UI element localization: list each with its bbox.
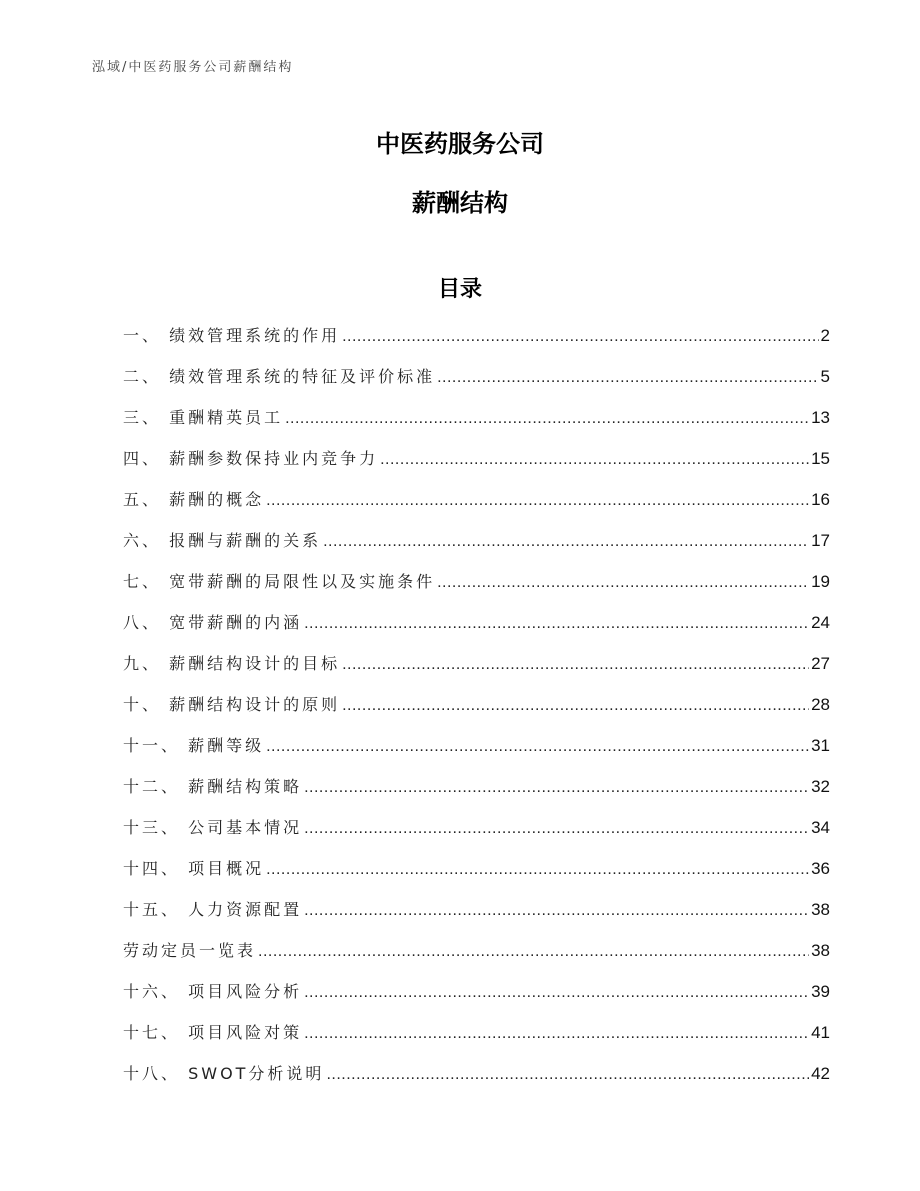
dot-leader bbox=[437, 369, 818, 387]
toc-entry-page: 42 bbox=[811, 1064, 830, 1083]
dot-leader bbox=[304, 615, 809, 633]
toc-entry-label: 十、 薪酬结构设计的原则 bbox=[123, 695, 341, 714]
dot-leader bbox=[304, 1025, 809, 1043]
toc-entry-label: 十三、 公司基本情况 bbox=[123, 818, 303, 837]
toc-entry-page: 31 bbox=[811, 736, 830, 755]
toc-entry[interactable] bbox=[123, 856, 830, 897]
toc-entry[interactable] bbox=[123, 692, 830, 733]
dot-leader bbox=[304, 820, 809, 838]
dot-leader bbox=[285, 410, 809, 428]
toc-entry[interactable] bbox=[123, 938, 830, 979]
toc-entry[interactable] bbox=[123, 979, 830, 1020]
dot-leader bbox=[304, 984, 809, 1002]
toc-entry-page: 28 bbox=[811, 695, 830, 714]
toc-entry[interactable] bbox=[123, 897, 830, 938]
toc-entry-page: 16 bbox=[811, 490, 830, 509]
toc-entry-label: 六、 报酬与薪酬的关系 bbox=[123, 531, 322, 550]
toc-entry-page: 13 bbox=[811, 408, 830, 427]
toc-entry-label: 十七、 项目风险对策 bbox=[123, 1023, 303, 1042]
document-title: 中医药服务公司 bbox=[376, 130, 544, 158]
toc-entry-label: 十四、 项目概况 bbox=[123, 859, 265, 878]
toc-entry-page: 38 bbox=[811, 941, 830, 960]
dot-leader bbox=[323, 533, 809, 551]
dot-leader bbox=[380, 451, 809, 469]
toc-entry-label: 劳动定员一览表 bbox=[123, 941, 257, 960]
toc-entry[interactable] bbox=[123, 569, 830, 610]
toc-entry-page: 24 bbox=[811, 613, 830, 632]
toc-entry-page: 17 bbox=[811, 531, 830, 550]
toc-entry[interactable] bbox=[123, 733, 830, 774]
toc-entry[interactable] bbox=[123, 364, 830, 405]
toc-entry-label: 三、 重酬精英员工 bbox=[123, 408, 284, 427]
toc-entry[interactable] bbox=[123, 815, 830, 856]
toc-entry-page: 36 bbox=[811, 859, 830, 878]
toc-entry-label: 五、 薪酬的概念 bbox=[123, 490, 265, 509]
dot-leader bbox=[266, 861, 809, 879]
toc-entry-page: 38 bbox=[811, 900, 830, 919]
toc-entry-label: 九、 薪酬结构设计的目标 bbox=[123, 654, 341, 673]
toc-entry[interactable] bbox=[123, 610, 830, 651]
dot-leader bbox=[342, 697, 809, 715]
toc-entry-page: 2 bbox=[820, 326, 830, 345]
dot-leader bbox=[437, 574, 809, 592]
toc-entry[interactable] bbox=[123, 528, 830, 569]
dot-leader bbox=[304, 902, 809, 920]
toc-entry-label: 十一、 薪酬等级 bbox=[123, 736, 265, 755]
toc-entry-label: 四、 薪酬参数保持业内竞争力 bbox=[123, 449, 379, 468]
toc-entry-page: 41 bbox=[811, 1023, 830, 1042]
toc-entry-label: 八、 宽带薪酬的内涵 bbox=[123, 613, 303, 632]
toc-entry-page: 19 bbox=[811, 572, 830, 591]
toc-entry[interactable] bbox=[123, 651, 830, 692]
toc-entry-page: 32 bbox=[811, 777, 830, 796]
toc-entry-label: 十二、 薪酬结构策略 bbox=[123, 777, 303, 796]
toc-entry[interactable] bbox=[123, 1020, 830, 1061]
toc-entry-label: 二、 绩效管理系统的特征及评价标准 bbox=[123, 367, 436, 386]
dot-leader bbox=[266, 492, 809, 510]
toc-entry[interactable] bbox=[123, 774, 830, 815]
toc-entry-label: 十六、 项目风险分析 bbox=[123, 982, 303, 1001]
dot-leader bbox=[258, 943, 809, 961]
dot-leader bbox=[342, 328, 818, 346]
toc-entry[interactable] bbox=[123, 487, 830, 528]
toc-entry-label: 十五、 人力资源配置 bbox=[123, 900, 303, 919]
dot-leader bbox=[304, 779, 809, 797]
table-of-contents bbox=[123, 323, 830, 1102]
toc-entry-page: 39 bbox=[811, 982, 830, 1001]
toc-entry-page: 27 bbox=[811, 654, 830, 673]
running-header: 泓域/中医药服务公司薪酬结构 bbox=[92, 60, 294, 75]
toc-entry-label: 一、 绩效管理系统的作用 bbox=[123, 326, 341, 345]
toc-entry[interactable] bbox=[123, 405, 830, 446]
toc-entry[interactable] bbox=[123, 446, 830, 487]
toc-entry-page: 5 bbox=[820, 367, 830, 386]
toc-entry-page: 34 bbox=[811, 818, 830, 837]
dot-leader bbox=[266, 738, 809, 756]
document-subtitle: 薪酬结构 bbox=[412, 189, 508, 217]
toc-entry-label: 十八、 SWOT分析说明 bbox=[123, 1064, 325, 1083]
toc-entry-label: 七、 宽带薪酬的局限性以及实施条件 bbox=[123, 572, 436, 591]
dot-leader bbox=[342, 656, 809, 674]
toc-entry-page: 15 bbox=[811, 449, 830, 468]
dot-leader bbox=[326, 1066, 809, 1084]
toc-entry[interactable] bbox=[123, 1061, 830, 1102]
toc-heading: 目录 bbox=[437, 277, 482, 302]
toc-entry[interactable] bbox=[123, 323, 830, 364]
